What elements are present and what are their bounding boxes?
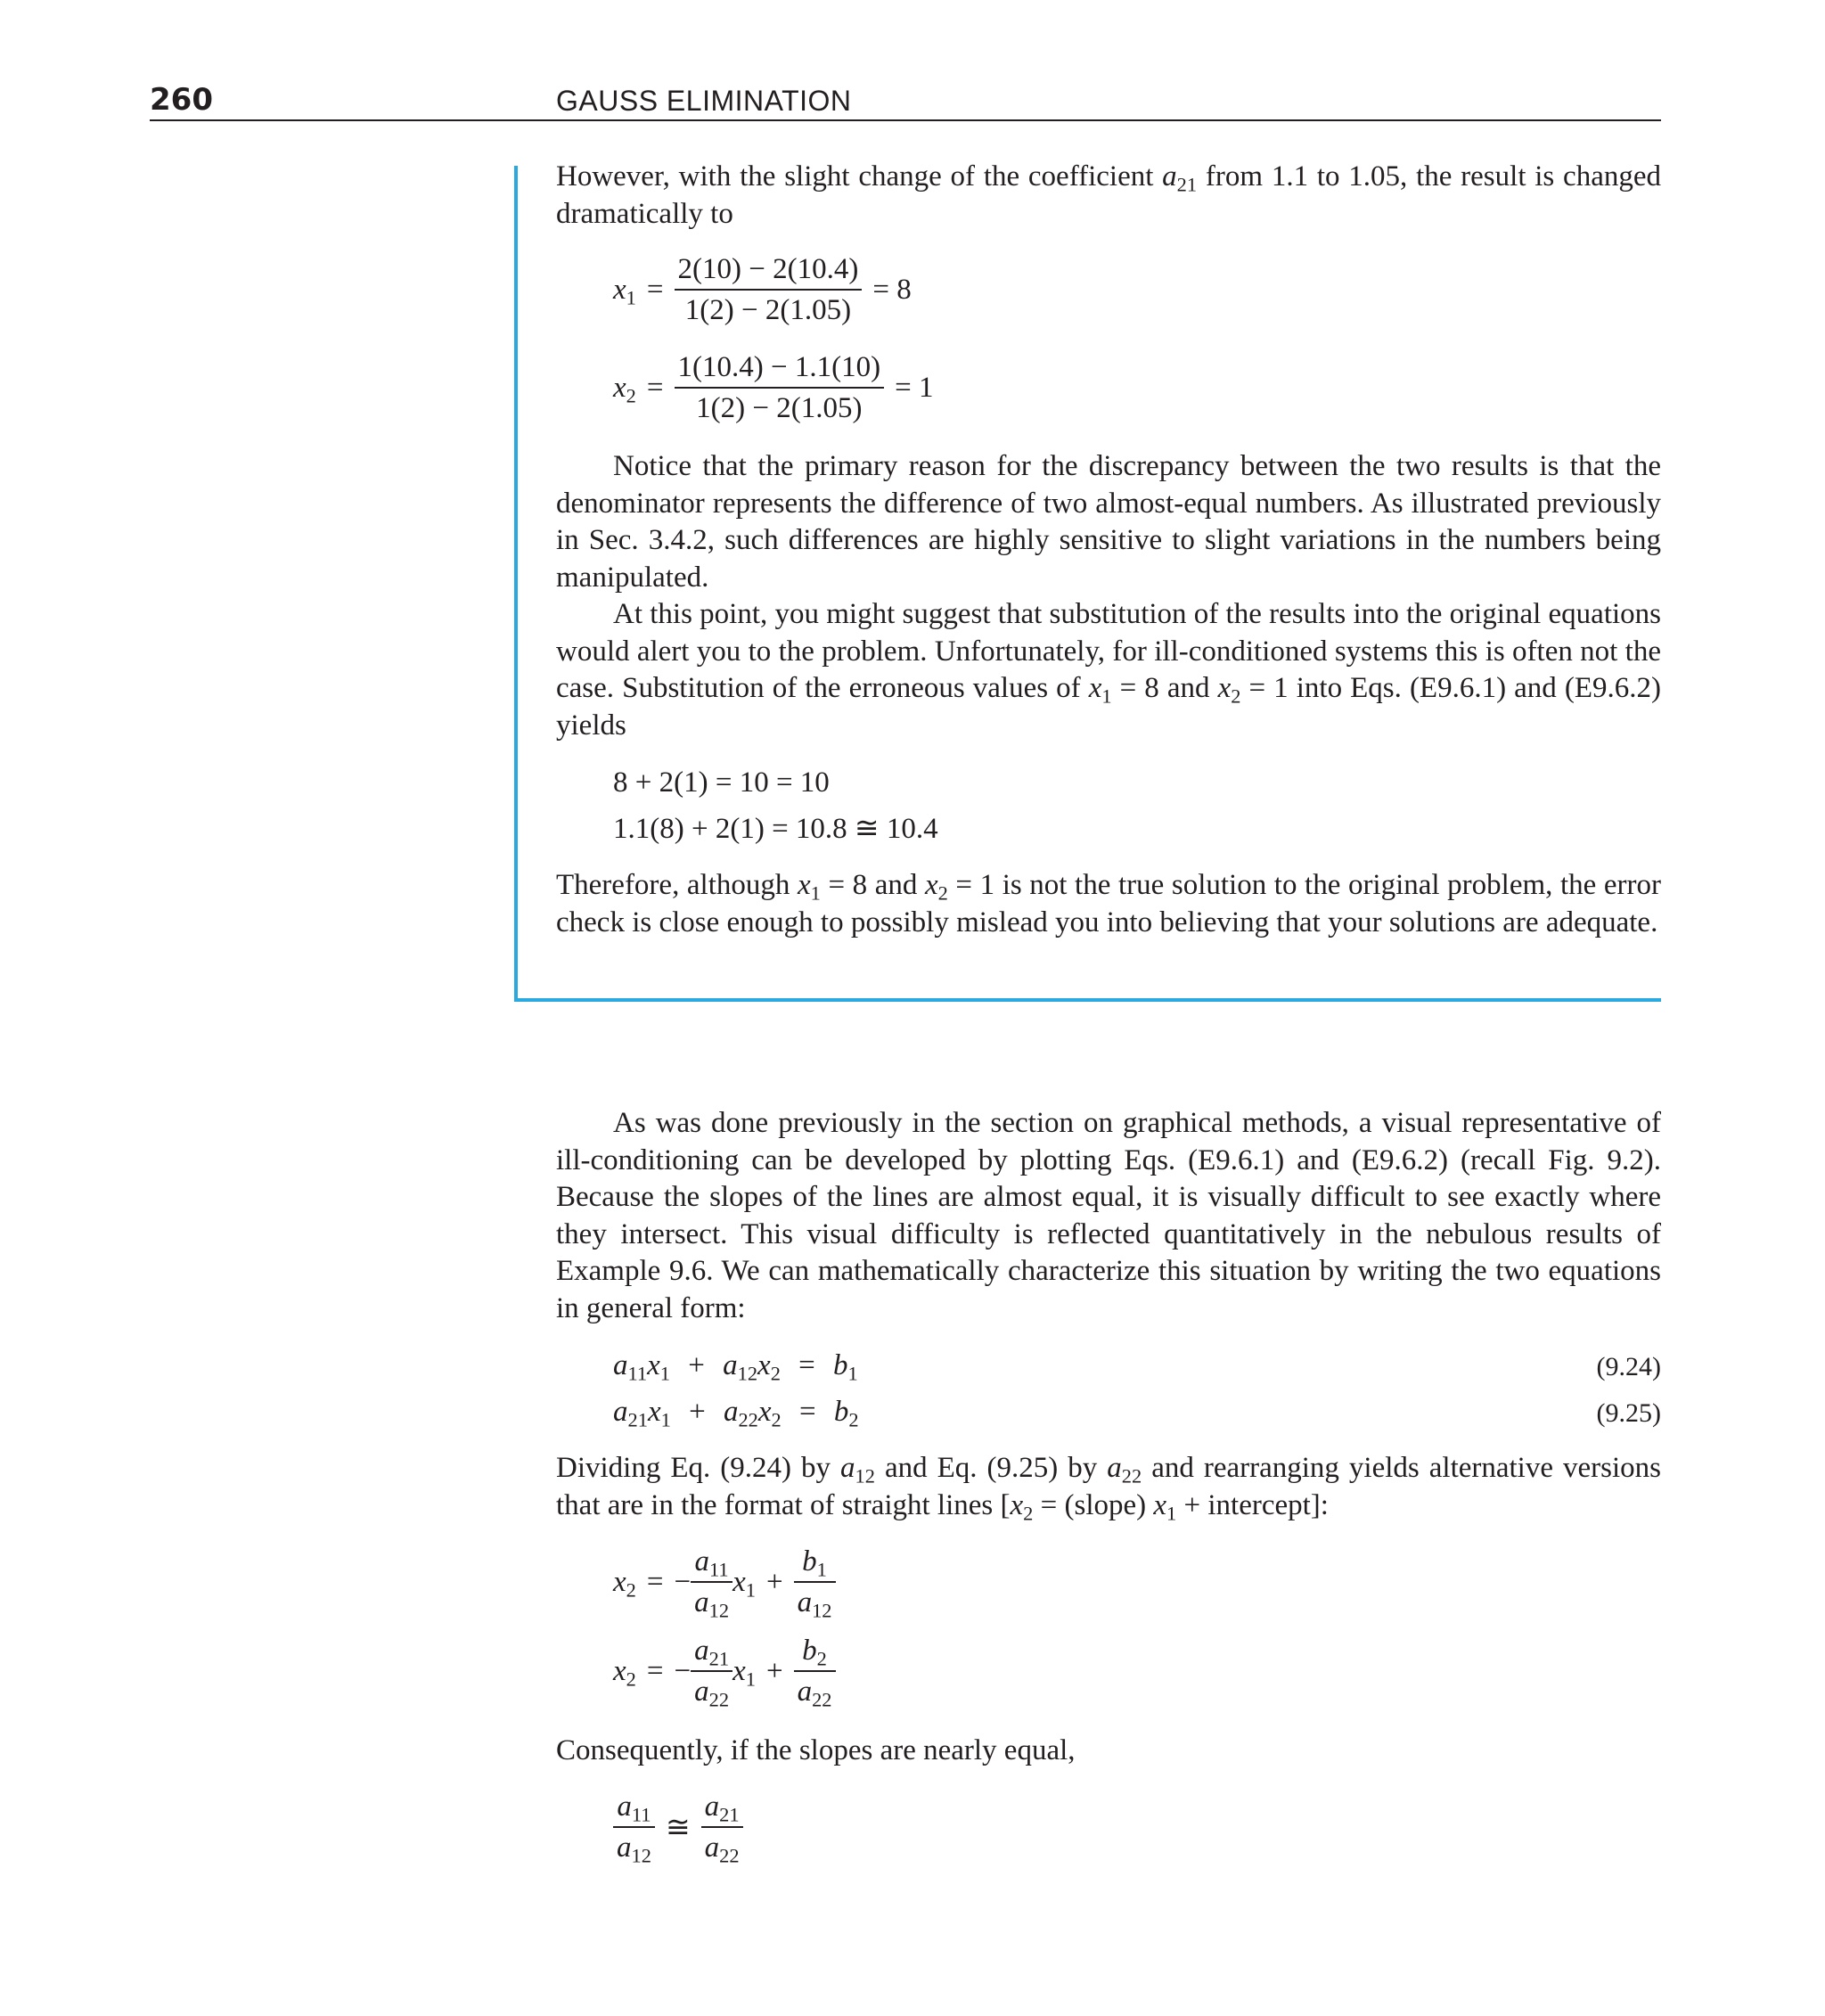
slope-approx-equation: $\frac{a_{11}}{a_{12}}$ ≅ $\frac{a_{21}}{a_{22}}$ — [613, 1787, 743, 1867]
equation-number-9-25: (9.25) — [1596, 1398, 1661, 1428]
example-body — [556, 448, 1661, 744]
equation-x2: $x_2$ = $\frac{1(10.4) - 1.1(10)}{1(2) - 2(1.05)}$ = 1 — [613, 348, 944, 428]
equation-9-25: $a_{21}x_1 + a_{22}x_2 = b_2$ — [613, 1396, 859, 1431]
main-paragraph-3: Consequently, if the slopes are nearly equal, — [556, 1734, 1076, 1766]
equation-number-9-24: (9.24) — [1596, 1352, 1661, 1381]
example-paragraph-2: At this point, you might suggest that substitution of the results into the original equations would alert you to the problem. Unfortunately, for ill-conditioned systems this is often not the case. Substitution of the erroneous values of $x_1 = 8$ and $x_2 = 1$ into Eqs. (E9.6.1) and (E9.6.2) yields — [556, 598, 1662, 742]
example-intro: However, with the slight change of the coefficient $a_{21}$ from 1.1 to 1.05, the result is changed dramatically to — [556, 160, 1661, 230]
main-paragraph-2: Dividing Eq. (9.24) by $a_{12}$ and Eq. (9.25) by $a_{22}$ and rearranging yields alternative versions that are in the format of straight lines [$x_2$ = (slope) $x_1$ + intercept]: — [556, 1452, 1661, 1525]
running-head: GAUSS ELIMINATION — [556, 85, 852, 117]
example-conclusion: Therefore, although $x_1 = 8$ and $x_2 = 1$ is not the true solution to the original problem, the error check is close enough to possibly mislead you into believing that your solutions are adequate. — [556, 869, 1661, 938]
page-number: 260 — [150, 82, 213, 118]
page-header — [150, 82, 1661, 121]
equation-x1: $x_1$ = $\frac{2(10) - 2(10.4)}{1(2) - 2(1.05)}$ = 8 — [613, 250, 922, 330]
check-equation-2: 1.1(8) + 2(1) = 10.8 ≅ 10.4 — [613, 813, 938, 845]
equation-9-24: $a_{11}x_1 + a_{12}x_2 = b_1$ — [613, 1349, 858, 1385]
check-equation-1: 8 + 2(1) = 10 = 10 — [613, 766, 830, 799]
slope-form-2: $x_2$ = − $\frac{a_{21}}{a_{22}}$ $x_1$ + $\frac{b_2}{a_{22}}$ — [613, 1631, 836, 1711]
example-bottom-rule — [514, 998, 1661, 1002]
example-side-bar — [514, 166, 518, 1002]
main-paragraph-1: As was done previously in the section on graphical methods, a visual representative of ill-conditioning can be developed by plotting Eqs. (E9.6.1) and (E9.6.2) (recall Fig. 9.2). Because the slopes of the lines are almost equal, it is visually difficult to see exactly where they intersect. This visual difficulty is reflected quantitatively in the nebulous results of Example 9.6. We can mathematically characterize this situation by writing the two equations in general form: — [556, 1107, 1661, 1324]
example-paragraph-1: Notice that the primary reason for the discrepancy between the two results is that the denominator represents the difference of two almost-equal numbers. As illustrated previously in Sec. 3.4.2, such differences are highly sensitive to slight variations in the numbers being manipulated. — [556, 450, 1661, 594]
slope-form-1: $x_2$ = − $\frac{a_{11}}{a_{12}}$ $x_1$ + $\frac{b_1}{a_{12}}$ — [613, 1542, 836, 1622]
